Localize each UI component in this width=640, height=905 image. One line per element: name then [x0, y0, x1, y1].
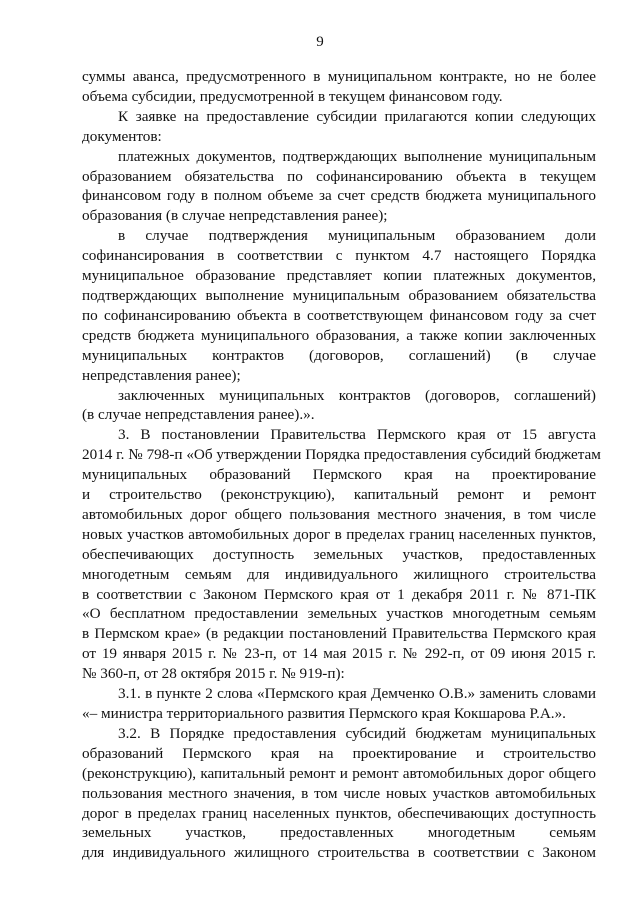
text-line: средств бюджета муниципального образования, а также копии заключенных	[82, 326, 596, 344]
text-line: (в случае непредставления ранее).».	[82, 406, 315, 424]
text-line: К заявке на предоставление субсидии прилагаются копии следующих	[118, 107, 596, 125]
text-line: № 360-п, от 28 октября 2015 г. № 919-п):	[82, 665, 345, 683]
text-line: по софинансированию объекта в соответствующем финансовом году за счет	[82, 306, 596, 324]
text-line: «О бесплатном предоставлении земельных участков многодетным семьям	[82, 605, 596, 623]
text-line: автомобильных дорог общего пользования местного значения, в том числе	[82, 505, 596, 523]
paragraph-cofinancing-share	[82, 226, 596, 385]
text-line: документов:	[82, 127, 162, 145]
text-line: 3.1. в пункте 2 слова «Пермского края Демченко О.В.» заменить словами	[118, 685, 596, 703]
text-line: новых участков автомобильных дорог в пределах границ населенных пунктов,	[82, 525, 596, 543]
text-line: заключенных муниципальных контрактов (договоров, соглашений)	[118, 386, 596, 404]
text-line: непредставления ранее);	[82, 366, 241, 384]
text-line: суммы аванса, предусмотренного в муниципальном контракте, но не более	[82, 68, 596, 85]
paragraph-payment-documents	[82, 147, 596, 227]
paragraph-item-3-1	[82, 684, 596, 724]
text-line: подтверждающих выполнение муниципальным образованием обязательства	[82, 286, 596, 304]
text-line: муниципальных контрактов (договоров, соглашений) (в случае	[82, 346, 596, 364]
text-line: земельных участков, предоставленных многодетным семьям	[82, 824, 596, 842]
text-line: объема субсидии, предусмотренной в текущем финансовом году.	[82, 87, 503, 105]
text-line: в соответствии с Законом Пермского края от 1 декабря 2011 г. № 871-ПК	[82, 585, 596, 603]
text-line: в Пермском крае» (в редакции постановлений Правительства Пермского края	[82, 625, 596, 643]
text-line: многодетным семьям для индивидуального жилищного строительства	[82, 565, 596, 583]
text-line: муниципальное образование представляет копии платежных документов,	[82, 267, 596, 285]
paragraph-item-3-2	[82, 724, 596, 863]
text-line: для индивидуального жилищного строительства в соответствии с Законом	[82, 844, 596, 862]
text-line: образования (в случае непредставления ранее);	[82, 207, 388, 225]
paragraph-application-documents	[82, 107, 596, 147]
paragraph-item-3	[82, 425, 601, 684]
document-body	[82, 67, 601, 863]
text-line: образований Пермского края на проектирование и строительство	[82, 744, 596, 762]
text-line: финансовом году в полном объеме за счет средств бюджета муниципального	[82, 187, 596, 205]
text-line: платежных документов, подтверждающих выполнение муниципальным	[118, 147, 596, 165]
text-line: софинансирования в соответствии с пунктом 4.7 настоящего Порядка	[82, 247, 596, 265]
text-line: пользования местного значения, в том числе новых участков автомобильных	[82, 784, 596, 802]
text-line: образованием обязательства по софинансированию объекта в текущем	[82, 167, 596, 185]
page-number: 9	[316, 34, 324, 50]
text-line: (реконструкцию), капитальный ремонт и ремонт автомобильных дорог общего	[82, 764, 596, 782]
text-line: от 19 января 2015 г. № 23-п, от 14 мая 2015 г. № 292-п, от 09 июня 2015 г.	[82, 645, 596, 663]
text-line: дорог в пределах границ населенных пунктов, обеспечивающих доступность	[82, 804, 596, 822]
text-line: обеспечивающих доступность земельных участков, предоставленных	[82, 545, 596, 563]
text-line: «– министра территориального развития Пермского края Кокшарова Р.А.».	[82, 705, 566, 722]
paragraph-concluded-contracts	[82, 386, 596, 426]
text-line: 3. В постановлении Правительства Пермского края от 15 августа	[118, 426, 596, 444]
text-line: в случае подтверждения муниципальным образованием доли	[118, 227, 596, 245]
text-line: 3.2. В Порядке предоставления субсидий бюджетам муниципальных	[118, 724, 596, 742]
paragraph-advance-limit	[82, 67, 596, 107]
text-line: 2014 г. № 798-п «Об утверждении Порядка предоставления субсидий бюджетам	[82, 446, 601, 464]
text-line: и строительство (реконструкцию), капитальный ремонт и ремонт	[82, 486, 596, 504]
text-line: муниципальных образований Пермского края на проектирование	[82, 466, 596, 484]
